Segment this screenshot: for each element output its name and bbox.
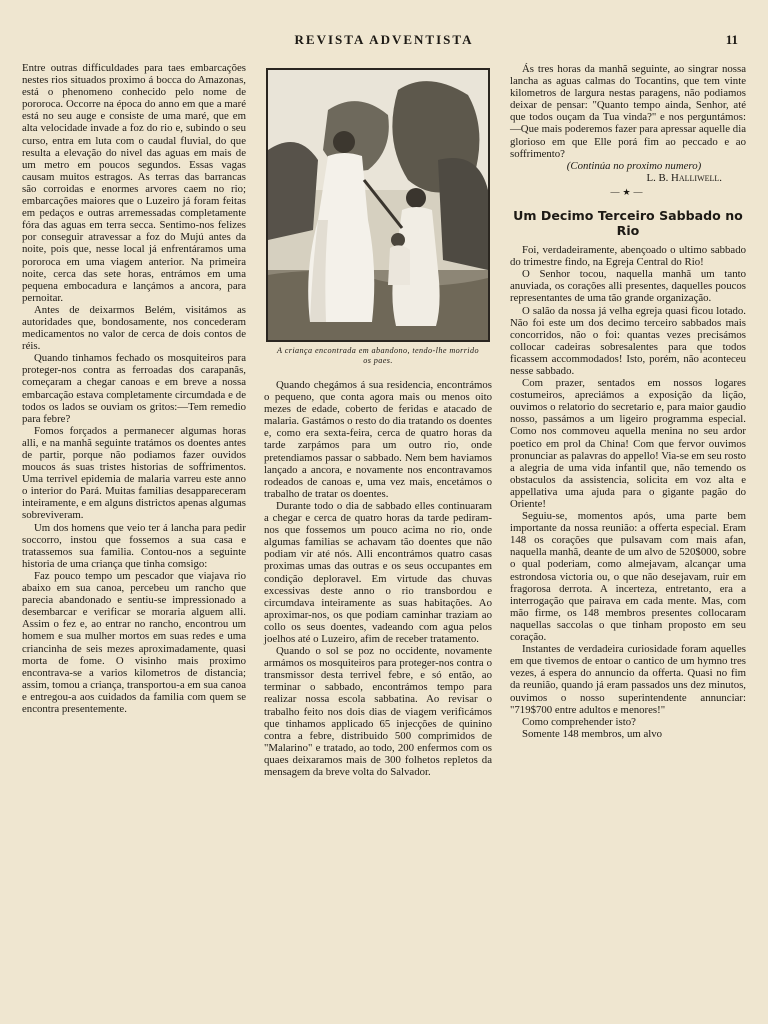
photo-illustration <box>268 70 488 340</box>
paragraph: O Senhor tocou, naquella manhã um tanto anuviada, os corações alli presentes, daquelles poucos representantes de uma tão grande organização. <box>510 268 746 305</box>
column-2 <box>264 62 492 778</box>
photograph <box>266 68 490 342</box>
paragraph: Quando o sol se poz no occidente, novamente armámos os mosquiteiros para proteger-nos contra o transmissor desta terrivel febre, e só então, ao terminar o sabbado, encontrámos tempo para realizar nossa escola sabbatina. Ao revisar o trabalho feito nos dois dias de viagem verificámos que tinhamos applicado 65 injecções de quinino contra a febre, distribuido 500 comprimidos de "Malarino" e tratado, ao todo, 200 enfermos com os quaes deixaramos mais de 300 folhetos repletos da mensagem da breve volta do Salvador. <box>264 645 492 778</box>
paragraph: Um dos homens que veio ter á lancha para pedir soccorro, instou que fossemos a sua casa e tratassemos sua familia. Contou-nos a seguinte historia de uma criança que tinha comsigo: <box>22 521 246 570</box>
paragraph: Instantes de verdadeira curiosidade foram aquelles em que tivemos de entoar o cantico de um hymno tres vezes, á espera do annuncio da offerta. Quasi no fim da reunião, quando já eram passados uns dez minutos, ouvimos o nosso superintendente annunciar: "719$700 entre adultos e menores!" <box>510 643 746 716</box>
section-divider: —★— <box>610 186 646 197</box>
paragraph: Como comprehender isto? <box>522 715 636 728</box>
magazine-title: REVISTA ADVENTISTA <box>294 32 474 47</box>
paragraph: Antes de deixarmos Belém, visitámos as autoridades que, bondosamente, nos concederam medicamentos no valor de cerca de dois contos de réis. <box>22 303 246 353</box>
paragraph: Faz pouco tempo um pescador que viajava rio abaixo em sua canoa, percebeu um rancho que parecia abandonado e sentiu-se impressionado a desembarcar e verificar se moraria alguem alli. Assim o fez e, ao entrar no rancho, encontrou um homem e sua mulher mortos em suas redes e uma criancinha de seis mezes aproximadamente, quasi morta de fome. O visinho mais proximo encontrava-se a varios kilometros de distancia; assim, tomou a criança, transportou-a em sua canoa e entregou-a aos cuidados da familia com quem se encontra presentemente. <box>22 569 246 715</box>
paragraph: Entre outras difficuldades para taes embarcações nestes rios situados proximo á bocca do Amazonas, está o phenomeno conhecido pelo nome de pororoca. Occorre na época do anno em que a maré está no seu auge e consiste de uma maré, que em alta velocidade invade a foz do rio e, subindo o seu curso, entra em luta com o caudal fluvial, do que resulta a elevação do nivel das aguas em mais de um metro em poucos segundos. Essas vagas causam muitos estragos. As terras das barrancas são corroidas e enormes arvores caem no rio; embarcações maiores que o Luzeiro já foram feitas em pedaços e outras arremessadas completamente fóra das aguas em terra secca. Sentimo-nos felizes por conseguir atravessar a foz do Mujú antes da noite, pois que, nesse local já enfrentáramos uma pororoca em uma viagem anterior. Na primeira noite, cerca das sete horas, entrámos em uma pequena embocadura e lançámos a ancora, para pernoitar. <box>22 62 246 304</box>
paragraph: Fomos forçados a permanecer algumas horas alli, e na manhã seguinte tratámos os doentes antes de partir, porque não podiamos fazer ouvidos moucos ás suas tristes historias de soffrimentos. Uma terrivel epidemia de malaria varreu este anno o interior do Pará. Muitas familias desappareceram inteiramente, e em alguns districtos apenas algumas sobreviveram. <box>22 424 246 522</box>
page-number: 11 <box>725 32 738 47</box>
paragraph: Durante todo o dia de sabbado elles continuaram a chegar e cerca de quatro horas da tarde pediram-nos que fossemos um pouco acima no rio, onde algumas familias se achavam tão doentes que não podiam vir até nós. Alli encontrámos quatro casas proximas umas das outras e os seus occupantes em condição deploravel. Em virtude das chuvas excessivas deste anno o rio transbordou e circumdava inteiramente as suas habitações. Ao aproximar-nos, os que podiam caminhar traziam ao collo os seus doentes, vadeando com agua pelos joelhos até o Luzeiro, afim de receber tratamento. <box>264 499 492 645</box>
paragraph: O salão da nossa já velha egreja quasi ficou lotado. Não foi este um dos decimo terceiro sabbados mais concorridos, não o foi: quantas vezes precisámos collocar cadeiras sobresalentes para que todos ficassem accommodados! Isto, porém, não aconteceu nesse sabbado. <box>510 304 746 377</box>
paragraph: Quando tinhamos fechado os mosquiteiros para proteger-nos contra as ferroadas dos carapanãs, começaram a chegar canoas e em breve a nossa embarcação estava completamente circumdada e de todos os lados se ouviam os gritos:—Tem remedio para febre? <box>22 352 246 425</box>
photo-caption: A criança encontrada em abandono, tendo-lhe morrido os paes. <box>277 346 479 365</box>
column-1 <box>22 62 246 715</box>
article-title: Um Decimo Terceiro Sabbado no Rio <box>513 208 743 239</box>
continued-note: (Continúa no proximo numero) <box>566 159 702 172</box>
paragraph: Somente 148 membros, um alvo <box>522 727 663 740</box>
running-header <box>0 32 768 50</box>
author-signature: L. B. Halliwell. <box>646 171 722 184</box>
paragraph: Foi, verdadeiramente, abençoado o ultimo sabbado do trimestre findo, na Egreja Central do Rio! <box>510 244 746 269</box>
paragraph: Com prazer, sentados em nossos logares costumeiros, apreciámos a exposição da lição, ouvimos o relatorio do secretario e, para maior gaudio nosso, passámos a um ligeiro programma especial. Como nos commoveu aquella menina no seu ardor poetico em prol da China! Com que fervor ouvimos pronunciar as palavras do appello! Via-se em seu rosto a alegria de uma vida infantil que, não temendo os obstaculos da assistencia, solicita em voz alta e appellativa uma ajuda para o gigante pagão do Oriente! <box>510 377 747 510</box>
paragraph: Quando chegámos á sua residencia, encontrámos o pequeno, que conta agora mais ou menos oito mezes de edade, coberto de feridas e atacado de malaria. Gastámos o resto do dia tratando os doentes e, como era sexta-feira, cerca de quatro horas da tarde zarpámos para um outro rio, onde pretendiamos passar o sabbado. Nem bem haviamos lançado a ancora, e novamente nos encontravamos rodeados de canoas e, uma vez mais, encetámos o trabalho de tratar os doentes. <box>264 379 492 500</box>
column-3 <box>510 63 746 740</box>
paragraph: Ás tres horas da manhã seguinte, ao singrar nossa lancha as aguas calmas do Tocantins, que tem vinte kilometros de largura nestas paragens, não podiamos deixar de pensar: "Quanto tempo ainda, Senhor, até que todos ouçam da Tua vinda?" e nos perguntámos:—Que mais poderemos fazer para apressar aquelle dia glorioso em que Elle porá fim ao peccado e ao soffrimento? <box>510 63 746 160</box>
paragraph: Seguiu-se, momentos após, uma parte bem importante da nossa reunião: a offerta especial. Eram 148 os corações que pulsavam com mais afan, naquella manhã, deante de um alvo de 520$000, sobre o qual poderiam, como almejavam, alcançar uma estrondosa victoria ou, o que não desejavam, ruir em fragorosa derrota. A incerteza, entretanto, era a interrogação que pairava em cada mente. Mas, com mão firme, os 148 membros presentes collocaram naquellas saccolas o que tinham proposto em seu coração. <box>510 510 746 644</box>
